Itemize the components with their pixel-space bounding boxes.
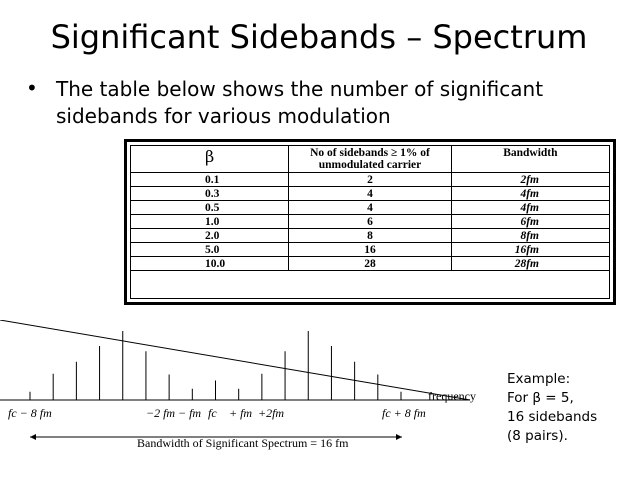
table-row xyxy=(131,243,609,257)
table-row xyxy=(131,229,609,243)
cell-bandwidth: 16fm xyxy=(451,243,609,257)
cell-beta: 0.1 xyxy=(131,173,289,187)
cell-beta: 1.0 xyxy=(131,215,289,229)
bullet-point xyxy=(26,76,586,130)
cell-bandwidth: 4fm xyxy=(451,201,609,215)
example-line: For β = 5, xyxy=(507,390,574,406)
table-row xyxy=(131,187,609,201)
table-row xyxy=(131,201,609,215)
frequency-label: frequency xyxy=(428,389,476,403)
cell-sidebands: 4 xyxy=(289,187,452,201)
example-note xyxy=(507,370,597,446)
header-bandwidth: Bandwidth xyxy=(451,146,609,173)
example-line: 16 sidebands xyxy=(507,409,598,425)
bandwidth-label: Bandwidth of Significant Spectrum = 16 fm xyxy=(137,436,349,450)
table-header-row xyxy=(131,146,609,173)
cell-bandwidth: 6fm xyxy=(451,215,609,229)
minus-fm-label: − fm xyxy=(178,406,202,420)
bullet-text xyxy=(56,76,543,130)
spectrum-diagram xyxy=(0,320,520,470)
cell-sidebands: 16 xyxy=(289,243,452,257)
cell-beta: 2.0 xyxy=(131,229,289,243)
cell-bandwidth: 2fm xyxy=(451,173,609,187)
cell-bandwidth: 8fm xyxy=(451,229,609,243)
arrow-left-head xyxy=(30,434,36,440)
cell-sidebands: 2 xyxy=(289,173,452,187)
table-row xyxy=(131,173,609,187)
table-row xyxy=(131,215,609,229)
header-sidebands: No of sidebands ≥ 1% of unmodulated carrier xyxy=(289,146,452,173)
frequency-axis xyxy=(0,320,470,400)
cell-beta: 0.5 xyxy=(131,201,289,215)
cell-beta: 10.0 xyxy=(131,257,289,271)
plus-fm-label: + fm xyxy=(229,406,253,420)
minus-2fm-label: −2 fm xyxy=(146,406,176,420)
example-line: Example: xyxy=(507,371,571,387)
bullet-line: The table below shows the number of significant xyxy=(56,77,544,101)
header-beta: β xyxy=(131,146,289,173)
cell-sidebands: 28 xyxy=(289,257,452,271)
table-row xyxy=(131,257,609,271)
cell-sidebands: 8 xyxy=(289,229,452,243)
bullet-line: sidebands for various modulation xyxy=(56,104,391,128)
sidebands-table xyxy=(124,139,616,305)
bullet-symbol: • xyxy=(26,76,38,100)
cell-sidebands: 4 xyxy=(289,201,452,215)
arrow-right-head xyxy=(396,434,402,440)
example-line: (8 pairs). xyxy=(507,428,568,444)
right-label: fc + 8 fm xyxy=(382,406,426,420)
left-label: fc − 8 fm xyxy=(8,406,52,420)
cell-bandwidth: 28fm xyxy=(451,257,609,271)
slide-title: Significant Sidebands – Spectrum xyxy=(50,18,588,56)
carrier-label: fc xyxy=(208,406,217,420)
plus-2fm-label: +2fm xyxy=(258,406,285,420)
cell-bandwidth: 4fm xyxy=(451,187,609,201)
cell-beta: 0.3 xyxy=(131,187,289,201)
cell-sidebands: 6 xyxy=(289,215,452,229)
cell-beta: 5.0 xyxy=(131,243,289,257)
